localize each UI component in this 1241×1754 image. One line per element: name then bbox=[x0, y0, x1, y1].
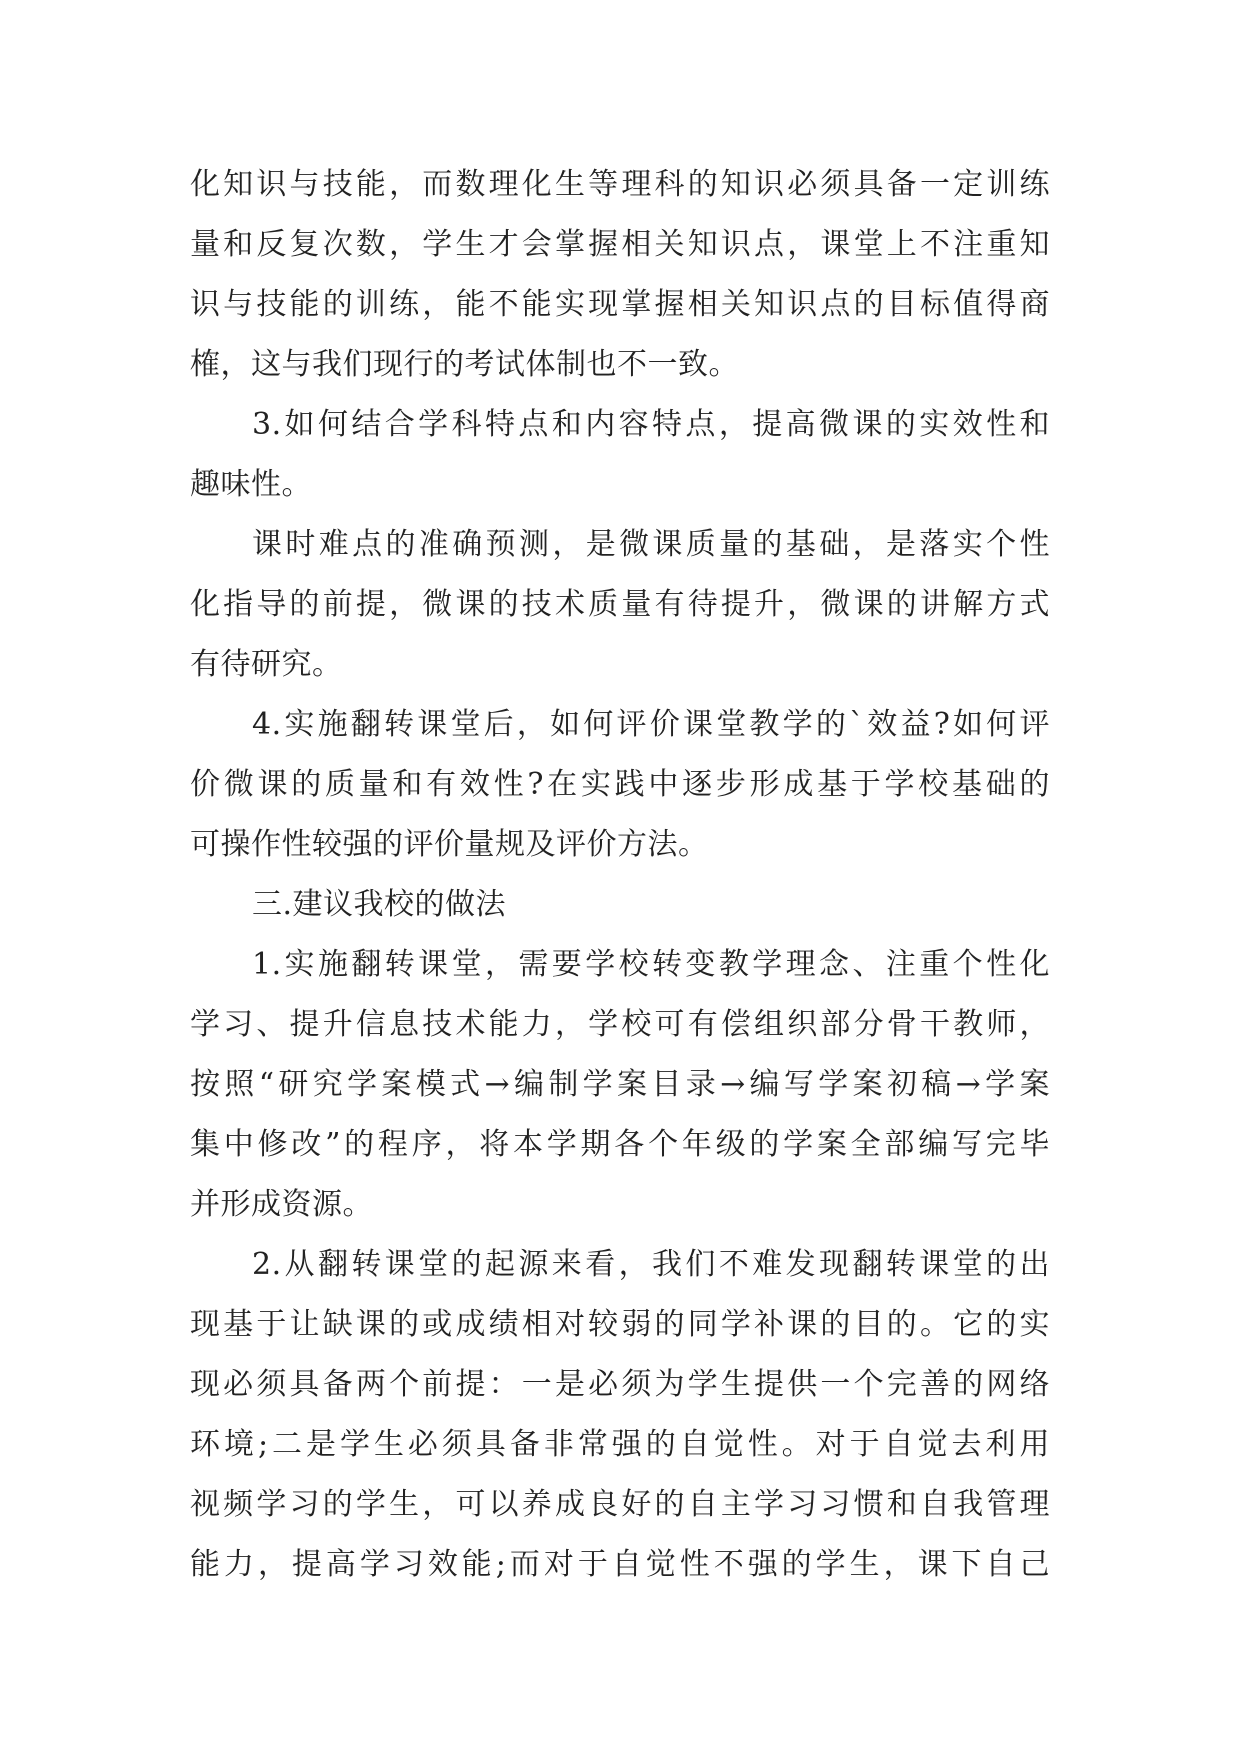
text-line: 识与技能的训练，能不能实现掌握相关知识点的目标值得商 bbox=[190, 287, 1050, 322]
text-line: 榷，这与我们现行的考试体制也不一致。 bbox=[190, 347, 739, 382]
text-line: 并形成资源。 bbox=[190, 1187, 373, 1222]
text-line: 现基于让缺课的或成绩相对较弱的同学补课的目的。它的实 bbox=[190, 1307, 1050, 1342]
text-line: 价微课的质量和有效性?在实践中逐步形成基于学校基础的 bbox=[190, 767, 1050, 802]
text-line: 学习、提升信息技术能力，学校可有偿组织部分骨干教师， bbox=[190, 1007, 1050, 1042]
text-line: 视频学习的学生，可以养成良好的自主学习习惯和自我管理 bbox=[190, 1487, 1050, 1522]
text-line: 2.从翻转课堂的起源来看，我们不难发现翻转课堂的出 bbox=[252, 1247, 1050, 1282]
text-line: 按照“研究学案模式→编制学案目录→编写学案初稿→学案 bbox=[190, 1067, 1050, 1102]
text-line: 3.如何结合学科特点和内容特点，提高微课的实效性和 bbox=[252, 407, 1050, 442]
text-line: 集中修改”的程序，将本学期各个年级的学案全部编写完毕 bbox=[190, 1127, 1050, 1162]
text-line: 趣味性。 bbox=[190, 467, 312, 502]
text-line: 现必须具备两个前提：一是必须为学生提供一个完善的网络 bbox=[190, 1367, 1050, 1402]
text-line: 可操作性较强的评价量规及评价方法。 bbox=[190, 827, 709, 862]
text-line: 化指导的前提，微课的技术质量有待提升，微课的讲解方式 bbox=[190, 587, 1050, 622]
text-line: 化知识与技能，而数理化生等理科的知识必须具备一定训练 bbox=[190, 167, 1050, 202]
text-line: 4.实施翻转课堂后，如何评价课堂教学的`效益?如何评 bbox=[252, 707, 1050, 742]
text-line: 有待研究。 bbox=[190, 647, 343, 682]
text-line: 量和反复次数，学生才会掌握相关知识点，课堂上不注重知 bbox=[190, 227, 1050, 262]
text-line: 课时难点的准确预测，是微课质量的基础，是落实个性 bbox=[252, 527, 1050, 562]
text-line: 环境;二是学生必须具备非常强的自觉性。对于自觉去利用 bbox=[190, 1427, 1050, 1462]
text-line: 1.实施翻转课堂，需要学校转变教学理念、注重个性化 bbox=[252, 947, 1050, 982]
section-heading: 三.建议我校的做法 bbox=[252, 887, 507, 922]
text-line: 能力，提高学习效能;而对于自觉性不强的学生，课下自己 bbox=[190, 1547, 1050, 1582]
document-body bbox=[190, 155, 1050, 1595]
